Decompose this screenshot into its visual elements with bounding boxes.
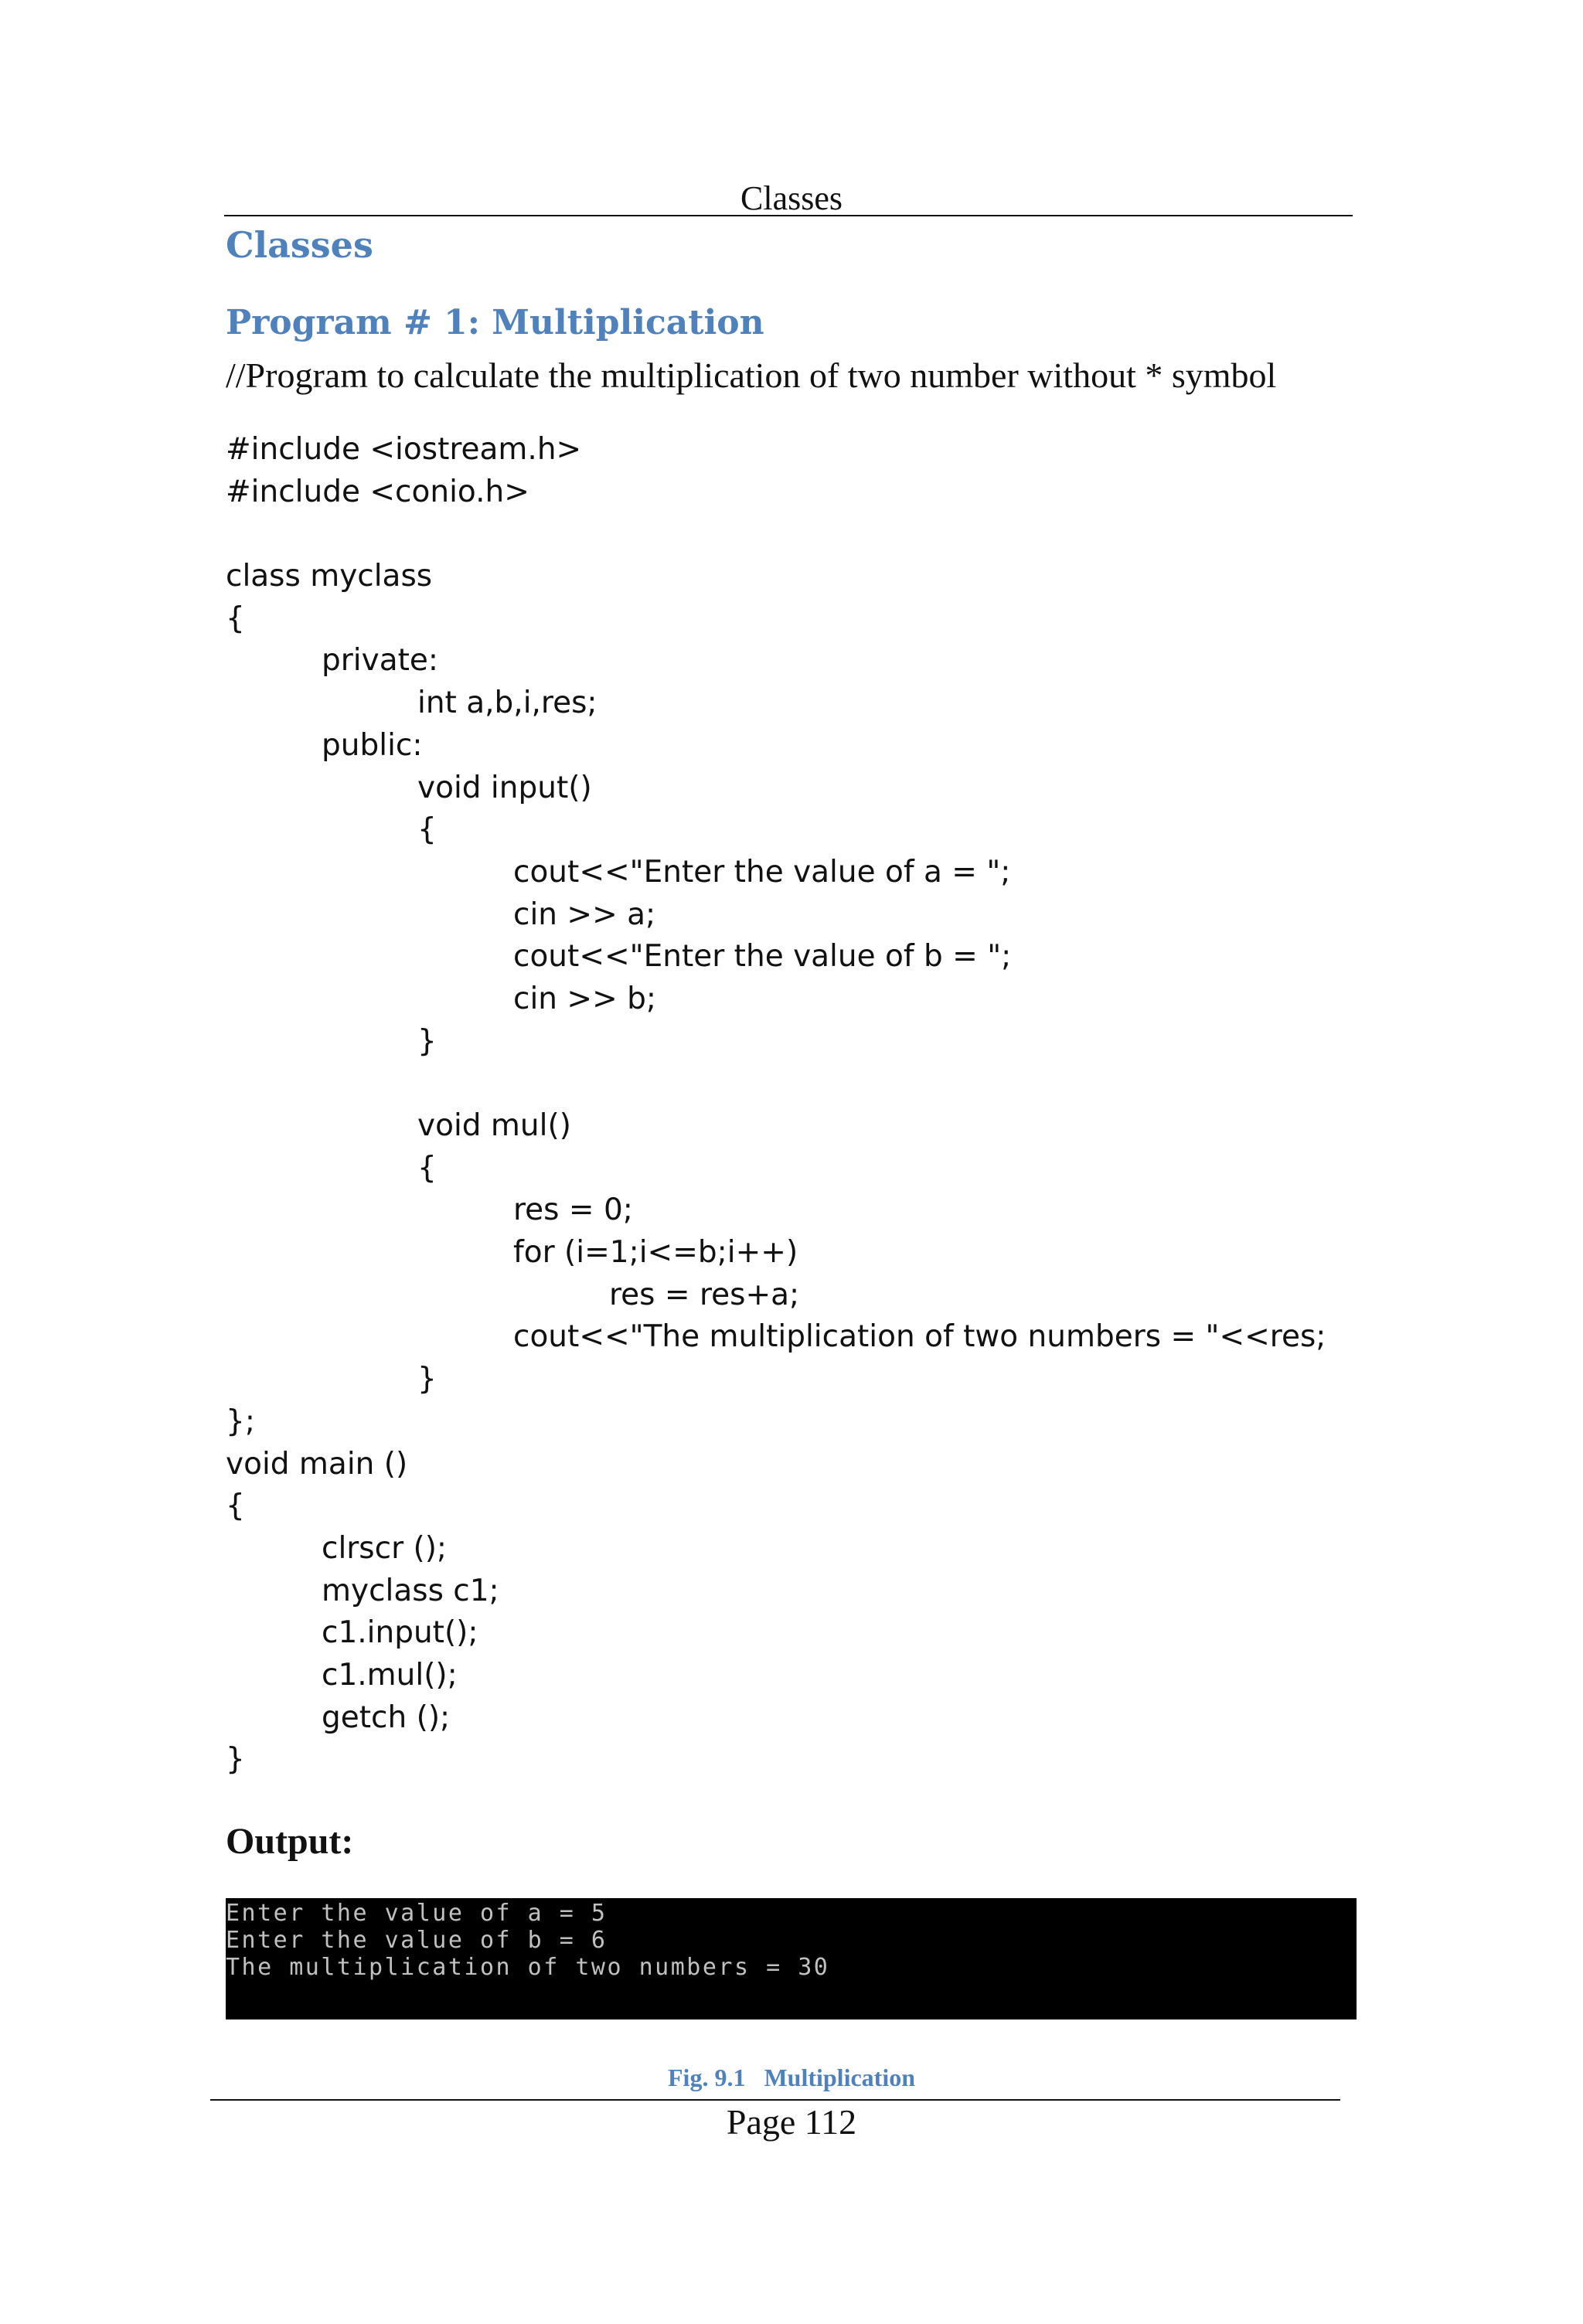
- code-line: {: [417, 1150, 437, 1186]
- figure-caption: Fig. 9.1 Multiplication: [668, 2064, 915, 2091]
- code-line: cout<<"Enter the value of b = ";: [513, 939, 1012, 975]
- code-line: void main (): [226, 1446, 408, 1482]
- code-line: c1.input();: [322, 1615, 478, 1651]
- code-line: clrscr ();: [322, 1530, 448, 1566]
- code-line: #include <iostream.h>: [226, 432, 582, 467]
- code-line: {: [417, 812, 437, 848]
- code-line: int a,b,i,res;: [417, 686, 597, 721]
- console-output: [226, 1898, 1357, 2019]
- code-line: void mul(): [417, 1108, 571, 1143]
- program-description: //Program to calculate the multiplication of two number without * symbol: [226, 356, 1277, 395]
- code-line: }: [417, 1023, 437, 1059]
- code-line: c1.mul();: [322, 1657, 458, 1693]
- output-label: Output:: [226, 1821, 354, 1862]
- code-line: };: [226, 1404, 255, 1439]
- code-line: public:: [322, 727, 423, 763]
- code-line: void input(): [417, 770, 592, 805]
- code-line: [226, 1063, 1326, 1105]
- code-line: cin >> a;: [513, 897, 656, 932]
- code-line: {: [226, 1489, 245, 1524]
- code-line: [226, 513, 1326, 556]
- code-line: for (i=1;i<=b;i++): [513, 1235, 798, 1271]
- code-line: getch ();: [322, 1700, 451, 1735]
- console-line: The multiplication of two numbers = 30: [226, 1954, 830, 1981]
- running-head: Classes: [740, 179, 843, 217]
- code-block: [226, 429, 1326, 1781]
- code-line: {: [226, 601, 245, 636]
- code-line: myclass c1;: [322, 1573, 499, 1608]
- code-line: res = 0;: [513, 1193, 633, 1228]
- code-line: private:: [322, 643, 439, 679]
- code-line: cin >> b;: [513, 981, 657, 1016]
- section-title: Classes: [226, 224, 373, 266]
- program-title: Program # 1: Multiplication: [226, 303, 764, 342]
- console-line: Enter the value of a = 5: [226, 1900, 608, 1927]
- code-line: }: [417, 1362, 437, 1397]
- console-line: Enter the value of b = 6: [226, 1927, 608, 1954]
- code-line: #include <conio.h>: [226, 474, 529, 509]
- code-line: cout<<"The multiplication of two numbers = "<<res;: [513, 1319, 1326, 1355]
- code-line: class myclass: [226, 559, 433, 594]
- page-number: Page 112: [726, 2102, 857, 2142]
- code-line: }: [226, 1742, 245, 1778]
- code-line: res = res+a;: [609, 1277, 800, 1312]
- code-line: cout<<"Enter the value of a = ";: [513, 854, 1011, 890]
